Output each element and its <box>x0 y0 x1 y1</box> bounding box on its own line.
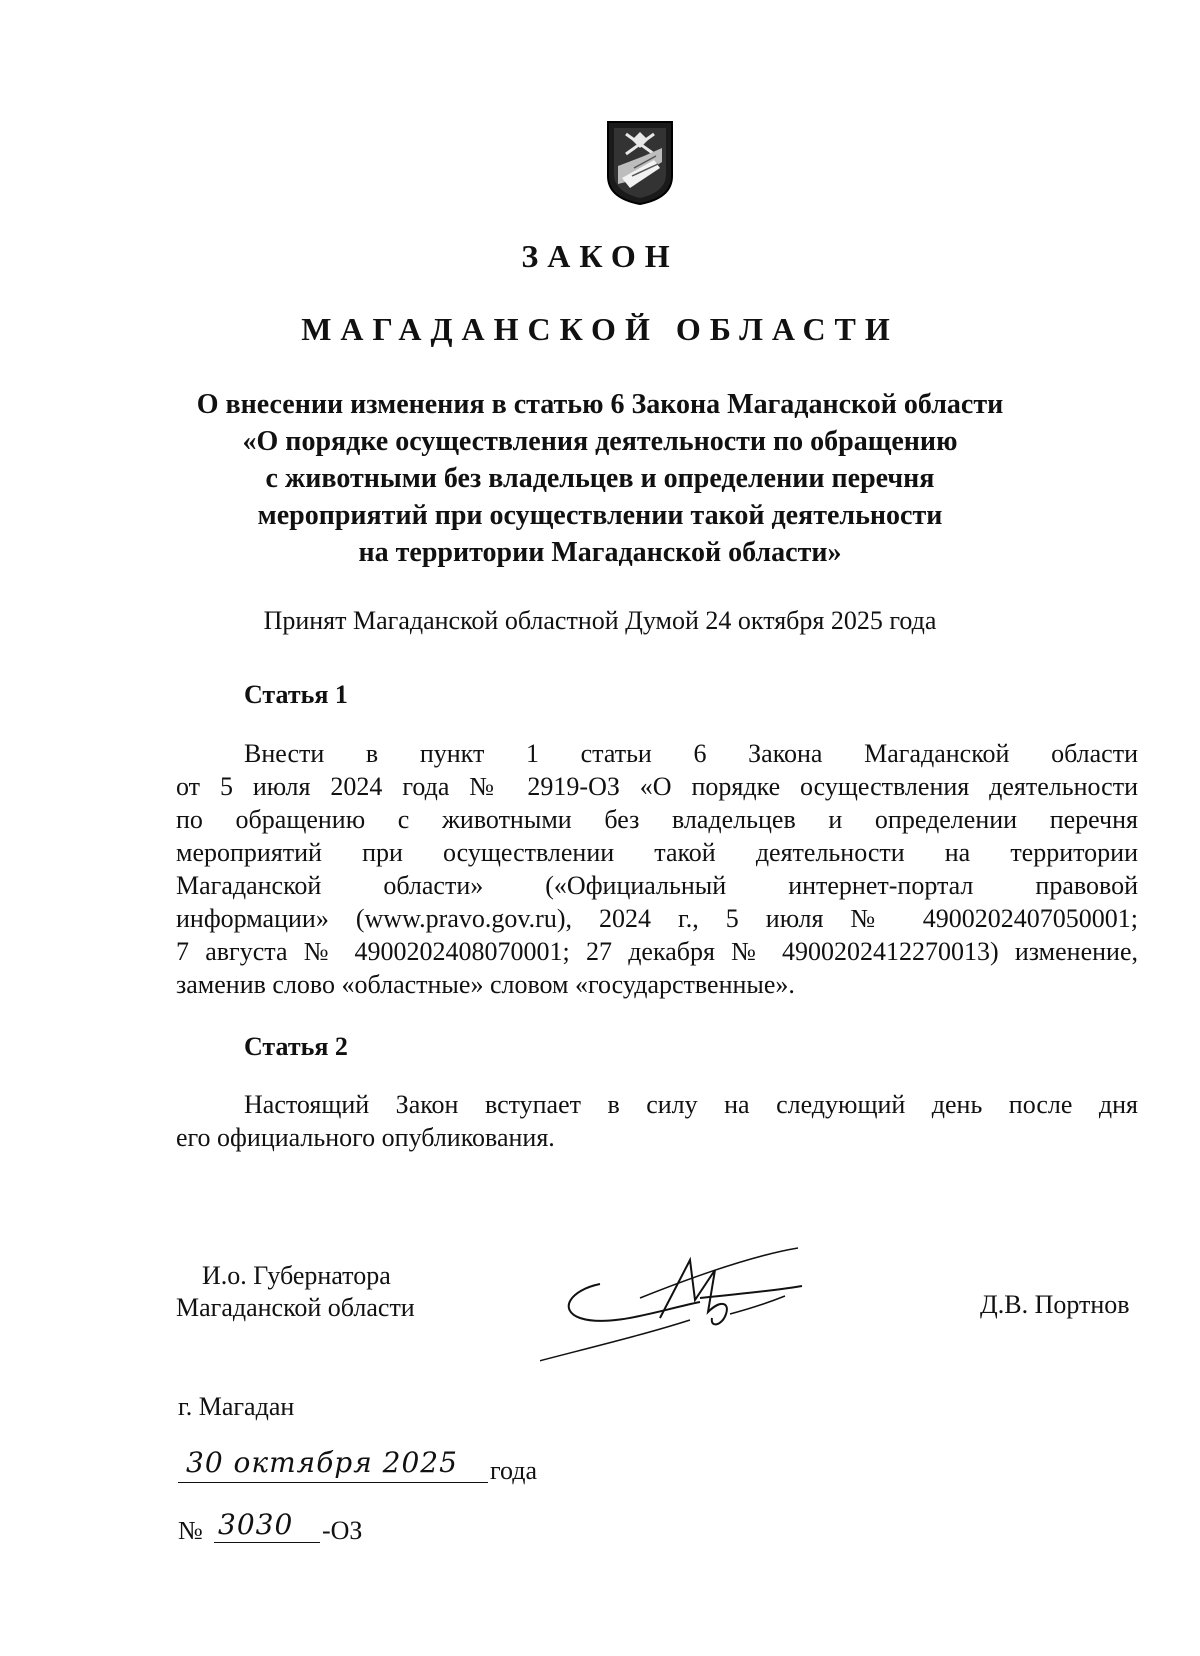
number-underline <box>214 1542 320 1543</box>
text-line: Магаданской области» («Официальный интернет-портал правовой <box>176 871 1138 900</box>
law-subject-heading <box>150 386 1050 571</box>
signatory-name: Д.В. Портнов <box>980 1290 1130 1319</box>
subject-line: «О порядке осуществления деятельности по обращению <box>242 426 958 457</box>
article-2-heading: Статья 2 <box>244 1032 348 1061</box>
position-line: И.о. Губернатора <box>202 1261 391 1290</box>
subject-line: О внесении изменения в статью 6 Закона Магаданской области <box>196 389 1004 420</box>
position-line: Магаданской области <box>176 1293 415 1322</box>
handwritten-number: 3030 <box>218 1508 294 1541</box>
region-title: МАГАДАНСКОЙ ОБЛАСТИ <box>301 311 899 347</box>
article-1-heading: Статья 1 <box>244 680 348 709</box>
coat-of-arms-emblem <box>604 118 676 206</box>
adoption-note: Принят Магаданской областной Думой 24 октября 2025 года <box>263 606 937 635</box>
text-line: от 5 июля 2024 года № 2919-ОЗ «О порядке осуществления деятельности <box>176 772 1138 801</box>
law-number <box>178 1510 578 1550</box>
text-line: мероприятий при осуществлении такой деятельности на территории <box>176 838 1138 867</box>
number-suffix: -ОЗ <box>322 1516 363 1545</box>
text-line: информации» (www.pravo.gov.ru), 2024 г., 5 июля № 4900202407050001; <box>176 904 1138 933</box>
subject-line: мероприятий при осуществлении такой деятельности <box>257 500 943 531</box>
text-line: по обращению с животными без владельцев и определении перечня <box>176 805 1138 834</box>
text-line: 7 августа № 4900202408070001; 27 декабря № 4900202412270013) изменение, <box>176 937 1138 966</box>
date-underline <box>178 1482 488 1483</box>
signing-city: г. Магадан <box>178 1392 295 1421</box>
subject-line: на территории Магаданской области» <box>358 537 842 568</box>
subject-line: с животными без владельцев и определении перечня <box>265 463 935 494</box>
text-line: Настоящий Закон вступает в силу на следующий день после дня <box>244 1090 1138 1119</box>
handwritten-signature <box>540 1240 840 1390</box>
date-suffix: года <box>490 1456 538 1485</box>
text-line: его официального опубликования. <box>176 1123 555 1152</box>
number-prefix: № <box>178 1516 203 1545</box>
document-type-title: ЗАКОН <box>521 238 679 274</box>
text-line: заменив слово «областные» словом «государственные». <box>176 970 795 999</box>
text-line: Внести в пункт 1 статьи 6 Закона Магаданской области <box>244 739 1138 768</box>
signing-date <box>178 1446 578 1490</box>
signatory-position <box>176 1260 415 1324</box>
handwritten-date: 30 октября 2025 <box>186 1446 458 1479</box>
article-1-text <box>176 737 1138 1001</box>
article-2-text <box>176 1088 1138 1154</box>
